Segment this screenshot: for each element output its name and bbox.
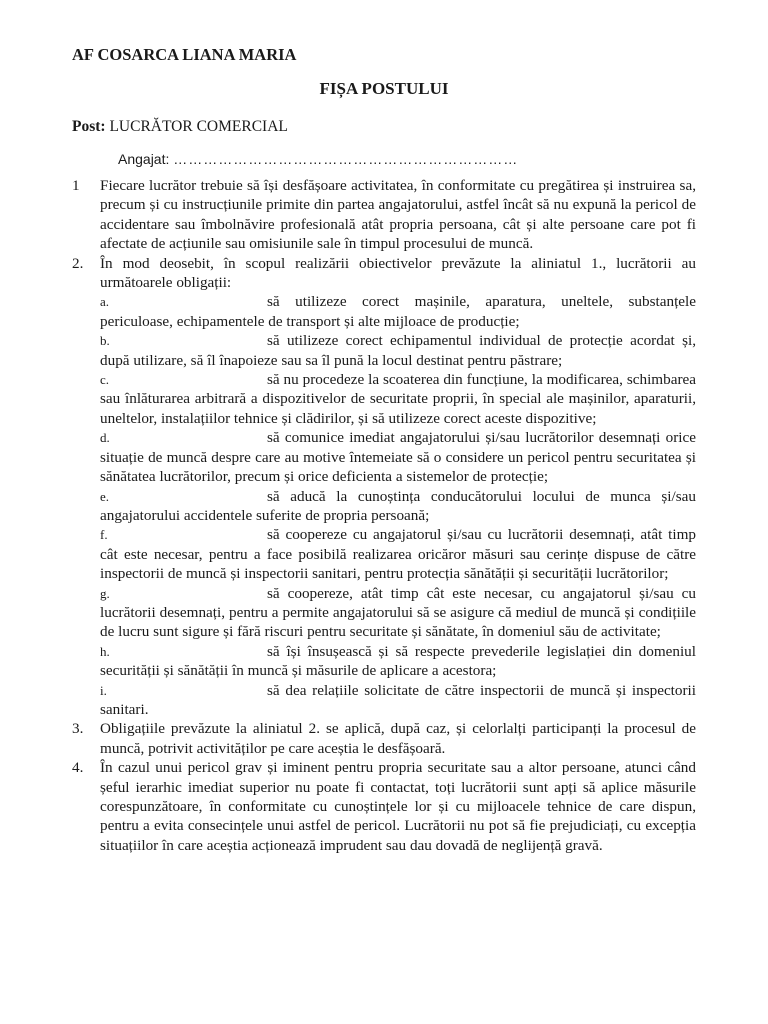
item-text: Obligațiile prevăzute la aliniatul 2. se aplică, după caz, și celorlalți participanți la procesul de muncă, potrivit activităților pe care aceștia le desfășoară. [100, 720, 696, 757]
employee-line [118, 149, 696, 169]
sub-item [72, 428, 696, 486]
sub-item-letter: i. [100, 682, 107, 698]
sub-item [72, 681, 696, 720]
sub-item-text: să își însușească și să respecte prevederile legislației din domeniul securității și sănătății în muncă și măsurile de aplicare a acestora; [100, 642, 696, 680]
sub-item-letter: h. [100, 643, 110, 659]
company-name: AF COSARCA LIANA MARIA [72, 45, 297, 64]
document-title: FIȘA POSTULUI [319, 79, 449, 98]
sub-item [72, 584, 696, 642]
item-number: 3. [72, 720, 84, 738]
post-line [72, 117, 696, 137]
sub-item [72, 370, 696, 428]
list-item [72, 758, 696, 855]
employee-label: Angajat: [118, 151, 170, 167]
item-number: 2. [72, 254, 84, 272]
sub-item-letter: d. [100, 430, 110, 446]
sub-item-letter: b. [100, 333, 110, 349]
sub-item-text: să coopereze cu angajatorul și/sau cu lucrătorii desemnați, atât timp cât este necesar, pentru a face posibilă realizarea oricăror măsuri sau cerințe dispuse de către inspectorii de muncă și inspectorii sanitari, pentru protecția sănătății și securității lucrătorilor; [100, 526, 696, 583]
item-number: 1 [72, 177, 80, 194]
sub-item [72, 292, 696, 331]
obligations-list [72, 176, 696, 855]
sub-item-text: să dea relațiile solicitate de către inspectorii de muncă și inspectorii sanitari. [100, 681, 696, 718]
sub-item-text: să nu procedeze la scoaterea din funcțiune, la modificarea, schimbarea sau înlăturarea arbitrară a dispozitivelor de securitate proprii, în special ale mașinilor, aparaturii, uneltelor, instalațiilor tehnice și clădirilor, și să utilizeze corect aceste dispozitive; [100, 371, 696, 427]
sub-item-letter: c. [100, 372, 110, 388]
item-text: Fiecare lucrător trebuie să își desfășoare activitatea, în conformitate cu pregătirea și instruirea sa, precum și cu instrucțiunile primite din partea angajatorului, astfel încât să nu expună la pericol de accidentare sau îmbolnăvire profesională atât propria persoana, cât și alte persoane care pot fi afectate de acțiunile sau omisiunile sale în timpul procesului de muncă. [100, 177, 696, 253]
sub-item-text: să aducă la cunoștința conducătorului locului de munca și/sau angajatorului accidentele suferite de propria persoană; [100, 487, 696, 524]
item-text: În mod deosebit, în scopul realizării obiectivelor prevăzute la aliniatul 1., lucrătorii au următoarele obligații: [100, 254, 696, 292]
sub-item-letter: e. [100, 488, 110, 504]
list-item [72, 254, 696, 293]
item-text: În cazul unui pericol grav și iminent pentru propria securitate sau a altor persoane, atunci când șeful ierarhic imediat superior nu poate fi contactat, toți lucrătorii sunt apți să aplice măsurile corespunzătoare, în conformitate cu cunoștințele lor și cu mijloacele tehnice de care dispun, pentru a evita consecințele unui astfel de pericol. Lucrătorii nu pot să fie prejudiciați, cu excepția situațiilor în care aceștia acționează imprudent sau dau dovadă de neglijență gravă. [100, 759, 696, 854]
sub-item [72, 487, 696, 526]
sub-item-letter: g. [100, 585, 110, 601]
sub-item-letter: f. [100, 527, 108, 543]
sub-item-text: să utilizeze corect mașinile, aparatura, uneltele, substanțele periculoase, echipamentele de transport și alte mijloace de producție; [100, 293, 696, 330]
sub-item-text: să utilizeze corect echipamentul individual de protecție acordat și, după utilizare, să îl înapoieze sau sa îl pună la locul destinat pentru păstrare; [100, 332, 696, 369]
employee-blank: …………………………………………………………… [173, 151, 519, 167]
post-label: Post: [72, 118, 106, 135]
sub-item [72, 331, 696, 370]
list-item [72, 719, 696, 758]
sub-item-text: să comunice imediat angajatorului și/sau lucrătorilor desemnați orice situație de muncă despre care au motive întemeiate să o considere un pericol pentru securitatea și sănătatea lucrătorilor, precum și orice deficienta a sistemelor de protecție; [100, 429, 696, 486]
post-value: LUCRĂTOR COMERCIAL [109, 118, 288, 135]
sub-item-letter: a. [100, 294, 110, 310]
list-item [72, 176, 696, 254]
item-number: 4. [72, 759, 84, 777]
sub-item-text: să coopereze, atât timp cât este necesar, cu angajatorul și/sau cu lucrătorii desemnați, pentru a permite angajatorului să se asigure că mediul de muncă și condițiile de lucru sunt sigure și fără riscuri pentru securitate și sănătate, în domeniul său de activitate; [100, 584, 696, 641]
sub-item [72, 642, 696, 681]
sub-item [72, 525, 696, 583]
